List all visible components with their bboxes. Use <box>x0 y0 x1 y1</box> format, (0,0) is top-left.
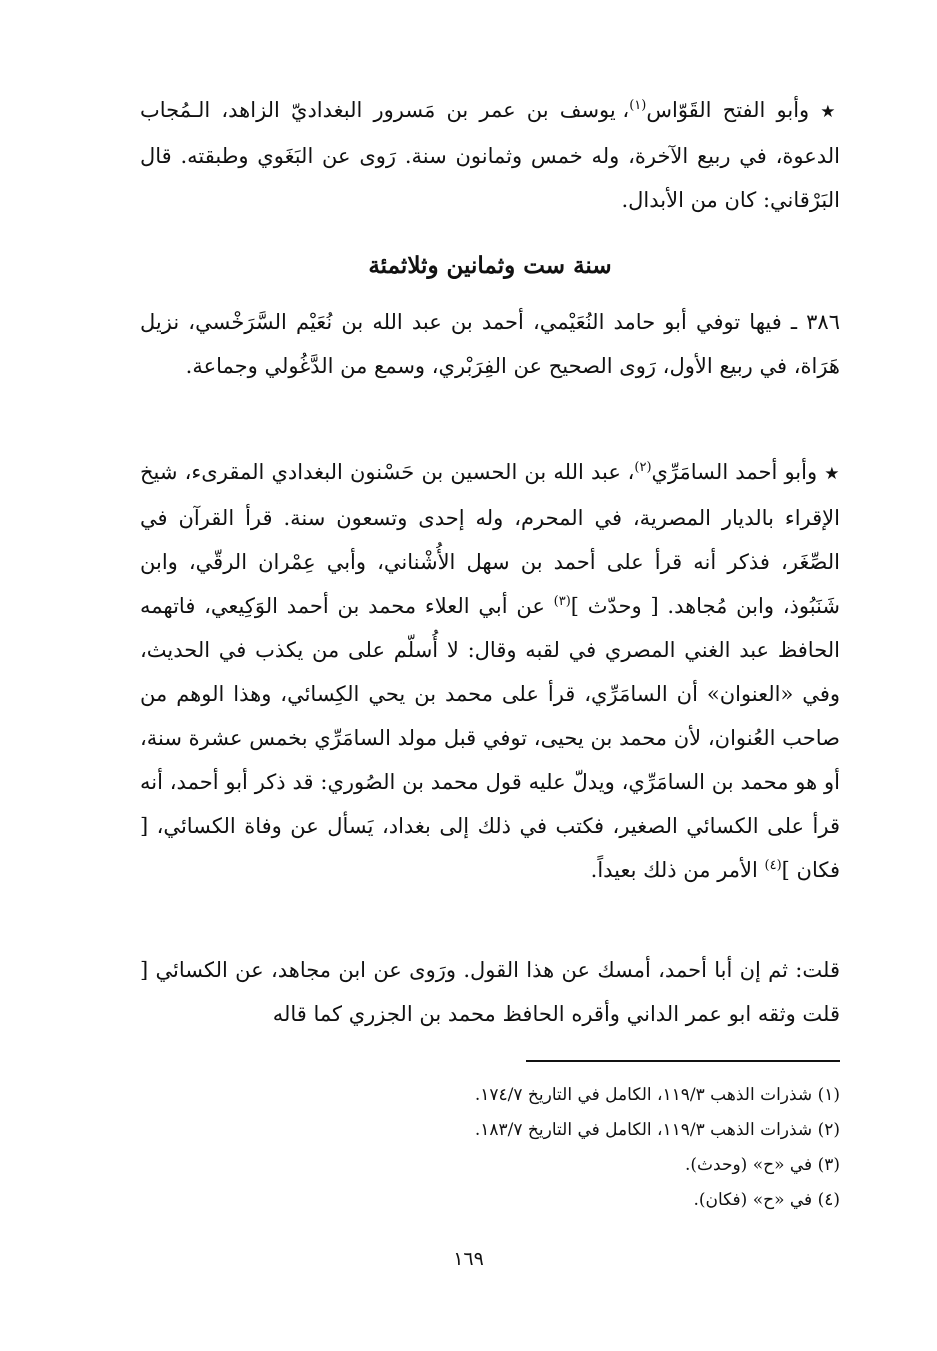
footnote-1: (١) شذرات الذهب ١١٩/٣، الكامل في التاريخ ١٧٤/٧. <box>474 1085 840 1105</box>
entry-text-part-1: وأبو أحمد السامَرِّي <box>651 460 818 484</box>
star-icon: ★ <box>824 464 841 484</box>
entry-text-rest: ، يوسف بن عمر بن مَسرور البغداديّ الزاهد، الـمُجاب الدعوة، في ربيع الآخرة، وله خمس وثمانون سنة. رَوى عن البَغَوي وطبقته. قال البَرْقاني: كان من الأبدال. <box>140 98 840 212</box>
entry-text-part-2: ، عبد الله بن الحسين بن حَسْنون البغدادي المقرىء، شيخ الإقراء بالديار المصرية، في المحرم، وله إحدى وتسعون سنة. قرأ القرآن في الصِّغَر، فذكر أنه قرأ على أحمد بن سهل الأُشْناني، وأبي عِمْران الرقّي، وابن شَنَبُوذ، وابن مُجاهد. [ وحدّث ] <box>140 460 840 618</box>
entry-paragraph-qawwas <box>140 88 840 222</box>
footnote-ref-4: (٤) <box>764 858 782 873</box>
footnote-ref-2: (٢) <box>634 460 652 475</box>
star-icon: ★ <box>820 102 840 122</box>
year-heading: سنة ست وثمانين وثلاثمئة <box>368 252 612 279</box>
footnote-ref-1: (١) <box>629 98 647 113</box>
footnote-ref-3: (٣) <box>553 594 571 609</box>
entry-text-part-3: عن أبي العلاء محمد بن أحمد الوَكِيعي، فاتهمه الحافظ عبد الغني المصري في لقبه وقال: لا أُسلّم على من يكذب في الحديث، وفي «العنوان» أن السامَرِّي، قرأ على محمد بن يحي الكِسائي، وهذا الوهم من صاحب العُنوان، لأن محمد بن يحيى، توفي قبل مولد السامَرِّي بخمس عشرة سنة، أو هو محمد بن السامَرِّي، ويدلّ عليه قول محمد بن الصُوري: قد ذكر أبو أحمد، أنه قرأ على الكسائي الصغير، فكتب في ذلك إلى بغداد، يَسأل عن وفاة الكسائي، [ فكان ] <box>140 594 840 882</box>
footnote-divider <box>526 1060 840 1062</box>
footnote-2: (٢) شذرات الذهب ١١٩/٣، الكامل في التاريخ ١٨٣/٧. <box>474 1120 840 1140</box>
entry-paragraph-nuaymi: ٣٨٦ ـ فيها توفي أبو حامد النُعَيْمي، أحمد بن عبد الله بن نُعَيْم السَّرَخْسي، نزيل هَرَاة، في ربيع الأول، رَوى الصحيح عن الفِرَبْري، وسمع من الدَّغُولي وجماعة. <box>140 310 840 378</box>
footnote-4: (٤) في «ح» (فكان). <box>693 1190 840 1210</box>
entry-text-start: وأبو الفتح القَوّاس <box>646 98 810 122</box>
entry-paragraph-samarri <box>140 450 840 892</box>
footnotes-section <box>300 1078 840 1218</box>
comment-paragraph: قلت: ثم إن أبا أحمد، أمسك عن هذا القول. ورَوى عن ابن مجاهد، عن الكسائي [ قلت وثقه ابو عمر الداني وأقره الحافظ محمد بن الجزري كما قاله <box>140 958 840 1026</box>
footnote-3: (٣) في «ح» (وحدث). <box>684 1155 840 1175</box>
entry-text-part-4: الأمر من ذلك بعيداً. <box>590 858 765 882</box>
page-number: ١٦٩ <box>453 1248 484 1270</box>
